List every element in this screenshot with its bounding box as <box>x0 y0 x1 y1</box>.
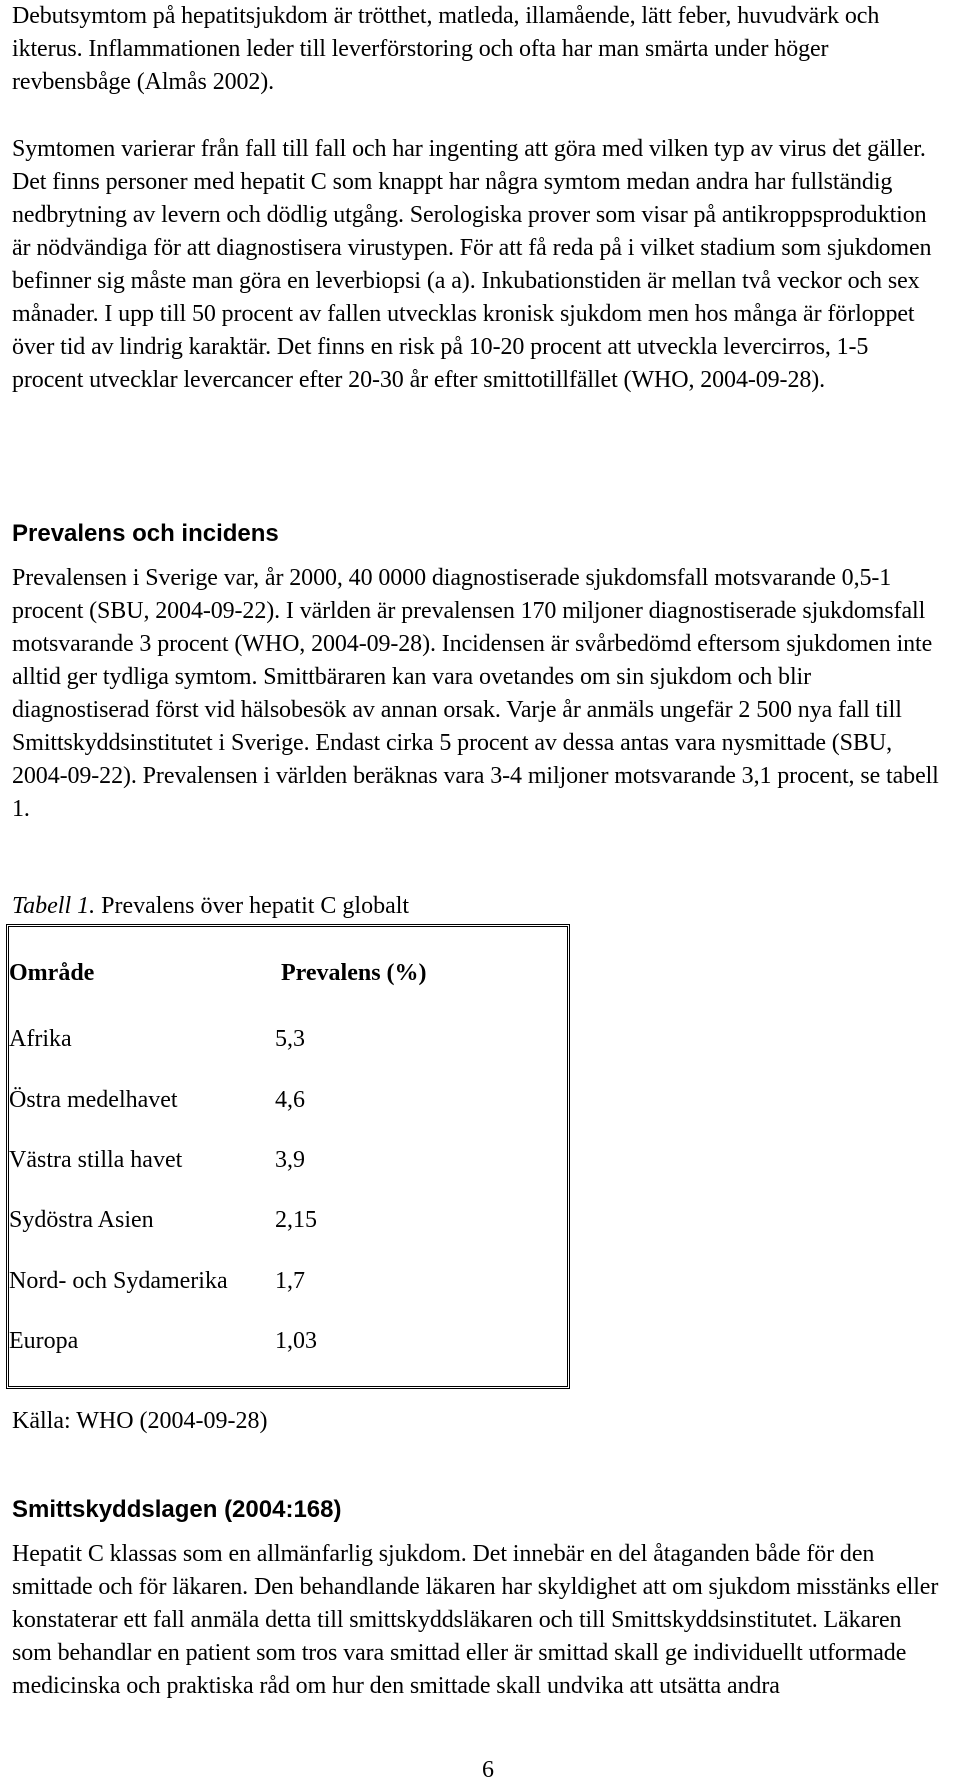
table-caption <box>12 891 409 921</box>
table-caption-label: Tabell 1. <box>12 893 96 919</box>
table-row-2-area: Västra stilla havet <box>9 1147 183 1173</box>
table-header-prevalens: Prevalens (%) <box>281 960 427 986</box>
heading-smittskyddslagen: Smittskyddslagen (2004:168) <box>12 1496 342 1523</box>
table-row-4-area: Nord- och Sydamerika <box>9 1268 228 1294</box>
table-row-1-area: Östra medelhavet <box>9 1087 178 1113</box>
table-source: Källa: WHO (2004-09-28) <box>12 1408 268 1434</box>
paragraph-prevalens: Prevalensen i Sverige var, år 2000, 40 0000 diagnostiserade sjukdomsfall motsvarande 0,5-1 procent (SBU, 2004-09-22). I världen är prevalensen 170 miljoner diagnostiserade sjukdomsfall motsvarande 3 procent (WHO, 2004-09-28). Incidensen är svårbedömd eftersom sjukdomen inte alltid ger tydliga symtom. Smittbäraren kan vara ovetandes om sin sjukdom och blir diagnostiserad först vid hälsobesök av annan orsak. Varje år anmäls ungefär 2 500 nya fall till Smittskyddsinstitutet i Sverige. Endast cirka 5 procent av dessa antas vara nysmittade (SBU, 2004-09-22). Prevalensen i världen beräknas vara 3-4 miljoner motsvarande 3,1 procent, se tabell 1. <box>12 565 939 822</box>
paragraph-smittskyddslagen: Hepatit C klassas som en allmänfarlig sjukdom. Det innebär en del åtaganden både för den smittade och för läkaren. Den behandlande läkaren har skyldighet att om sjukdom misstänks eller konstaterar ett fall anmäla detta till smittskyddsläkaren och till Smittskyddsinstitutet. Läkaren som behandlar en patient som tros vara smittad eller är smittad skall ge individuellt utformade medicinska och praktiska råd om hur den smittade skall undvika att utsätta andra <box>12 1541 939 1699</box>
table-row-2-value: 3,9 <box>275 1147 305 1173</box>
page-number: 6 <box>482 1757 494 1783</box>
table-row-0-area: Afrika <box>9 1026 72 1052</box>
table-row-3-area: Sydöstra Asien <box>9 1207 154 1233</box>
table-row-5-value: 1,03 <box>275 1328 317 1354</box>
prevalence-table <box>6 924 570 1389</box>
table-row-1-value: 4,6 <box>275 1087 305 1113</box>
table-row-4-value: 1,7 <box>275 1268 305 1294</box>
table-row-5-area: Europa <box>9 1328 79 1354</box>
table-row-0-value: 5,3 <box>275 1026 305 1052</box>
table-row-3-value: 2,15 <box>275 1207 317 1233</box>
table-caption-text: Prevalens över hepatit C globalt <box>95 893 410 919</box>
paragraph-debutsymtom: Debutsymtom på hepatitsjukdom är trötthet, matleda, illamående, lätt feber, huvudvärk och ikterus. Inflammationen leder till leverförstoring och ofta har man smärta under höger revbensbåge (Almås 2002). <box>12 3 880 95</box>
paragraph-symtomen: Symtomen varierar från fall till fall och har ingenting att göra med vilken typ av virus det gäller. Det finns personer med hepatit C som knappt har några symtom medan andra har fullständig nedbrytning av levern och dödlig utgång. Serologiska prover som visar på antikroppsproduktion är nödvändiga för att diagnostisera virustypen. För att få reda på i vilket stadium som sjukdomen befinner sig måste man göra en leverbiopsi (a a). Inkubationstiden är mellan två veckor och sex månader. I upp till 50 procent av fallen utvecklas kronisk sjukdom men hos många är förloppet över tid av lindrig karaktär. Det finns en risk på 10-20 procent att utveckla levercirros, 1-5 procent utvecklar levercancer efter 20-30 år efter smittotillfället (WHO, 2004-09-28). <box>12 136 932 393</box>
heading-prevalens: Prevalens och incidens <box>12 520 279 547</box>
table-header-omrade: Område <box>9 960 95 986</box>
